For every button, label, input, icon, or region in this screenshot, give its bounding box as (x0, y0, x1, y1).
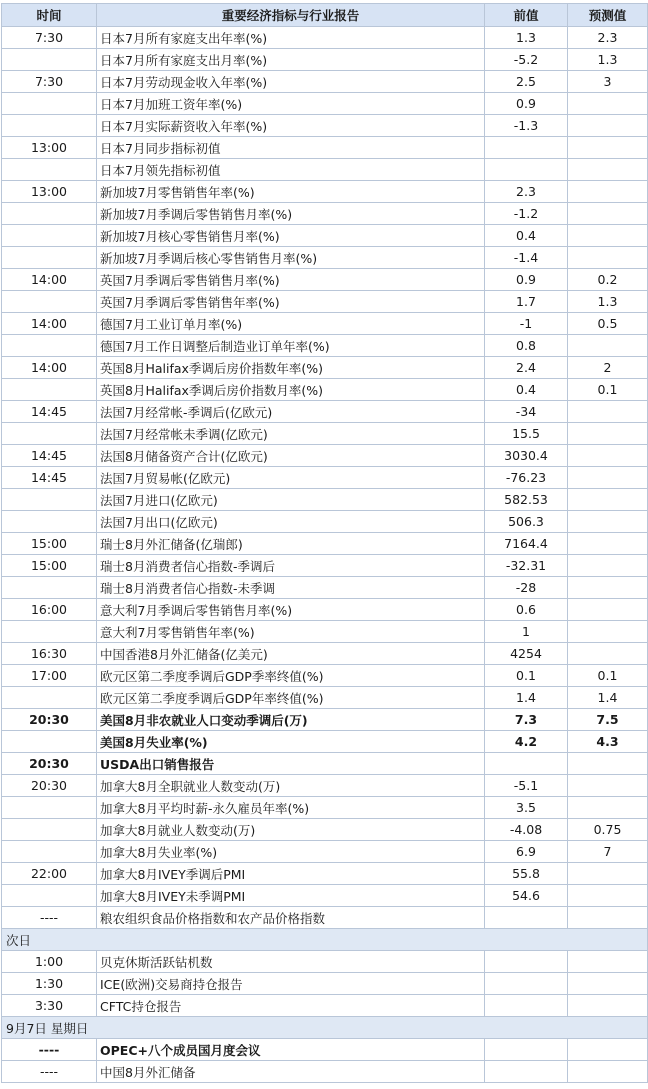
row-forecast (568, 621, 648, 643)
row-previous: 1.4 (485, 687, 568, 709)
row-forecast (568, 335, 648, 357)
row-forecast: 3 (568, 71, 648, 93)
table-row (2, 401, 648, 423)
row-time: 13:00 (2, 181, 97, 203)
row-time: 14:45 (2, 467, 97, 489)
header-previous: 前值 (485, 4, 568, 27)
row-forecast (568, 797, 648, 819)
row-forecast (568, 885, 648, 907)
row-forecast (568, 247, 648, 269)
table-row (2, 753, 648, 775)
row-time: 3:30 (2, 995, 97, 1017)
header-time: 时间 (2, 4, 97, 27)
row-indicator: 加拿大8月全职就业人数变动(万) (97, 775, 485, 797)
row-forecast (568, 511, 648, 533)
row-time (2, 291, 97, 313)
row-time (2, 511, 97, 533)
row-indicator: 瑞士8月外汇储备(亿瑞郎) (97, 533, 485, 555)
row-forecast (568, 995, 648, 1017)
row-indicator: 日本7月同步指标初值 (97, 137, 485, 159)
row-indicator: 美国8月非农就业人口变动季调后(万) (97, 709, 485, 731)
row-indicator: 欧元区第二季度季调后GDP年率终值(%) (97, 687, 485, 709)
row-previous: -1.4 (485, 247, 568, 269)
row-indicator: 中国8月外汇储备 (97, 1061, 485, 1083)
row-indicator: 法国7月进口(亿欧元) (97, 489, 485, 511)
row-time (2, 841, 97, 863)
row-indicator: 贝克休斯活跃钻机数 (97, 951, 485, 973)
row-time: 15:00 (2, 533, 97, 555)
row-previous: 6.9 (485, 841, 568, 863)
row-time: 16:30 (2, 643, 97, 665)
table-row (2, 687, 648, 709)
row-indicator: 法国8月储备资产合计(亿欧元) (97, 445, 485, 467)
table-row (2, 71, 648, 93)
row-forecast (568, 775, 648, 797)
row-time: 14:00 (2, 269, 97, 291)
section-header-row (2, 1017, 648, 1039)
table-row (2, 115, 648, 137)
row-indicator: 中国香港8月外汇储备(亿美元) (97, 643, 485, 665)
table-row (2, 775, 648, 797)
row-indicator: 法国7月出口(亿欧元) (97, 511, 485, 533)
table-row (2, 621, 648, 643)
row-previous: 15.5 (485, 423, 568, 445)
row-forecast (568, 181, 648, 203)
row-forecast (568, 423, 648, 445)
table-row (2, 269, 648, 291)
row-time (2, 225, 97, 247)
table-row (2, 907, 648, 929)
row-time: 1:00 (2, 951, 97, 973)
row-time: 15:00 (2, 555, 97, 577)
row-indicator: 日本7月实际薪资收入年率(%) (97, 115, 485, 137)
table-row (2, 819, 648, 841)
row-forecast: 7 (568, 841, 648, 863)
row-previous: 55.8 (485, 863, 568, 885)
row-forecast (568, 467, 648, 489)
table-row (2, 489, 648, 511)
row-indicator: 新加坡7月核心零售销售月率(%) (97, 225, 485, 247)
table-row (2, 731, 648, 753)
row-previous (485, 137, 568, 159)
row-previous: 4254 (485, 643, 568, 665)
row-indicator: 加拿大8月失业率(%) (97, 841, 485, 863)
row-previous: 7.3 (485, 709, 568, 731)
row-previous: -32.31 (485, 555, 568, 577)
table-row (2, 533, 648, 555)
table-row (2, 313, 648, 335)
row-time (2, 335, 97, 357)
row-indicator: 英国7月季调后零售销售月率(%) (97, 269, 485, 291)
row-time (2, 247, 97, 269)
row-forecast (568, 1039, 648, 1061)
row-previous: 0.9 (485, 269, 568, 291)
row-previous: 7164.4 (485, 533, 568, 555)
row-indicator: 新加坡7月季调后核心零售销售月率(%) (97, 247, 485, 269)
row-previous: 0.4 (485, 379, 568, 401)
row-forecast (568, 753, 648, 775)
row-previous (485, 973, 568, 995)
section-label: 次日 (2, 929, 648, 951)
table-row (2, 797, 648, 819)
row-time: 20:30 (2, 753, 97, 775)
section-label: 9月7日 星期日 (2, 1017, 648, 1039)
row-time: 7:30 (2, 27, 97, 49)
table-row (2, 951, 648, 973)
row-indicator: USDA出口销售报告 (97, 753, 485, 775)
row-previous: 1.3 (485, 27, 568, 49)
row-indicator: ICE(欧洲)交易商持仓报告 (97, 973, 485, 995)
row-time (2, 159, 97, 181)
row-indicator: 法国7月经常帐未季调(亿欧元) (97, 423, 485, 445)
row-time: 20:30 (2, 775, 97, 797)
row-previous: 0.4 (485, 225, 568, 247)
row-previous: 0.1 (485, 665, 568, 687)
row-forecast (568, 489, 648, 511)
row-indicator: 日本7月所有家庭支出年率(%) (97, 27, 485, 49)
table-row (2, 1061, 648, 1083)
row-previous: 54.6 (485, 885, 568, 907)
row-previous (485, 907, 568, 929)
row-indicator: 加拿大8月IVEY未季调PMI (97, 885, 485, 907)
row-time (2, 115, 97, 137)
table-row (2, 445, 648, 467)
table-row (2, 291, 648, 313)
table-row (2, 137, 648, 159)
row-time (2, 885, 97, 907)
row-time (2, 621, 97, 643)
row-time (2, 93, 97, 115)
row-previous (485, 951, 568, 973)
row-time: 13:00 (2, 137, 97, 159)
row-indicator: 加拿大8月IVEY季调后PMI (97, 863, 485, 885)
table-row (2, 841, 648, 863)
table-row (2, 379, 648, 401)
row-forecast (568, 555, 648, 577)
table-body (2, 27, 648, 1083)
table-row (2, 247, 648, 269)
table-row (2, 709, 648, 731)
row-previous (485, 159, 568, 181)
row-previous: 3.5 (485, 797, 568, 819)
table-row (2, 225, 648, 247)
section-header-row (2, 929, 648, 951)
row-forecast: 1.4 (568, 687, 648, 709)
row-forecast: 4.3 (568, 731, 648, 753)
row-indicator: 日本7月劳动现金收入年率(%) (97, 71, 485, 93)
row-time: 7:30 (2, 71, 97, 93)
row-indicator: 英国7月季调后零售销售年率(%) (97, 291, 485, 313)
row-time (2, 731, 97, 753)
row-time (2, 489, 97, 511)
row-forecast: 0.2 (568, 269, 648, 291)
row-forecast (568, 401, 648, 423)
row-time (2, 819, 97, 841)
row-previous: -5.2 (485, 49, 568, 71)
row-previous: -28 (485, 577, 568, 599)
row-previous: -34 (485, 401, 568, 423)
row-forecast (568, 599, 648, 621)
row-previous: -4.08 (485, 819, 568, 841)
row-forecast (568, 907, 648, 929)
table-row (2, 181, 648, 203)
table-row (2, 1039, 648, 1061)
table-row (2, 467, 648, 489)
table-row (2, 335, 648, 357)
row-indicator: 粮农组织食品价格指数和农产品价格指数 (97, 907, 485, 929)
header-indicator: 重要经济指标与行业报告 (97, 4, 485, 27)
row-previous: 2.4 (485, 357, 568, 379)
table-header-row (2, 4, 648, 27)
row-previous: 582.53 (485, 489, 568, 511)
row-indicator: 德国7月工作日调整后制造业订单年率(%) (97, 335, 485, 357)
row-previous: 2.5 (485, 71, 568, 93)
row-previous: 4.2 (485, 731, 568, 753)
row-forecast (568, 973, 648, 995)
table-row (2, 577, 648, 599)
row-indicator: 瑞士8月消费者信心指数-季调后 (97, 555, 485, 577)
row-forecast (568, 951, 648, 973)
row-previous: 1 (485, 621, 568, 643)
row-indicator: 新加坡7月零售销售年率(%) (97, 181, 485, 203)
table-row (2, 863, 648, 885)
row-indicator: 加拿大8月平均时薪-永久雇员年率(%) (97, 797, 485, 819)
table-row (2, 159, 648, 181)
row-time: 22:00 (2, 863, 97, 885)
row-indicator: 法国7月经常帐-季调后(亿欧元) (97, 401, 485, 423)
row-time (2, 577, 97, 599)
row-previous: 2.3 (485, 181, 568, 203)
row-forecast (568, 445, 648, 467)
row-time (2, 423, 97, 445)
row-time: ---- (2, 1061, 97, 1083)
row-time (2, 379, 97, 401)
table-row (2, 885, 648, 907)
row-time: 1:30 (2, 973, 97, 995)
row-previous: -5.1 (485, 775, 568, 797)
row-forecast: 0.5 (568, 313, 648, 335)
row-time: 16:00 (2, 599, 97, 621)
row-time: 14:45 (2, 401, 97, 423)
table-row (2, 665, 648, 687)
row-previous: -1 (485, 313, 568, 335)
row-forecast (568, 577, 648, 599)
row-previous: -1.2 (485, 203, 568, 225)
row-indicator: 法国7月贸易帐(亿欧元) (97, 467, 485, 489)
row-forecast: 2 (568, 357, 648, 379)
row-indicator: 意大利7月零售销售年率(%) (97, 621, 485, 643)
row-indicator: 英国8月Halifax季调后房价指数月率(%) (97, 379, 485, 401)
row-indicator: 日本7月领先指标初值 (97, 159, 485, 181)
table-row (2, 973, 648, 995)
row-time: ---- (2, 1039, 97, 1061)
row-forecast (568, 115, 648, 137)
row-indicator: 美国8月失业率(%) (97, 731, 485, 753)
row-previous: 0.8 (485, 335, 568, 357)
row-forecast (568, 863, 648, 885)
row-forecast: 0.1 (568, 379, 648, 401)
row-indicator: OPEC+八个成员国月度会议 (97, 1039, 485, 1061)
row-previous: 0.9 (485, 93, 568, 115)
row-forecast (568, 225, 648, 247)
row-time: 14:45 (2, 445, 97, 467)
row-indicator: 瑞士8月消费者信心指数-未季调 (97, 577, 485, 599)
row-time (2, 49, 97, 71)
row-previous (485, 1061, 568, 1083)
table-row (2, 423, 648, 445)
table-row (2, 93, 648, 115)
row-time: 17:00 (2, 665, 97, 687)
row-previous (485, 1039, 568, 1061)
row-indicator: 新加坡7月季调后零售销售月率(%) (97, 203, 485, 225)
row-forecast: 7.5 (568, 709, 648, 731)
row-forecast: 1.3 (568, 291, 648, 313)
row-indicator: 加拿大8月就业人数变动(万) (97, 819, 485, 841)
row-previous (485, 753, 568, 775)
table-row (2, 643, 648, 665)
row-previous: 1.7 (485, 291, 568, 313)
row-indicator: 日本7月所有家庭支出月率(%) (97, 49, 485, 71)
row-forecast: 2.3 (568, 27, 648, 49)
economic-calendar-table (1, 3, 648, 1083)
row-indicator: 德国7月工业订单月率(%) (97, 313, 485, 335)
row-forecast: 0.1 (568, 665, 648, 687)
row-previous: -76.23 (485, 467, 568, 489)
row-forecast: 1.3 (568, 49, 648, 71)
row-indicator: 意大利7月季调后零售销售月率(%) (97, 599, 485, 621)
table-row (2, 357, 648, 379)
row-time (2, 687, 97, 709)
row-time (2, 203, 97, 225)
table-row (2, 511, 648, 533)
row-indicator: 日本7月加班工资年率(%) (97, 93, 485, 115)
row-forecast (568, 93, 648, 115)
row-forecast (568, 533, 648, 555)
header-forecast: 预测值 (568, 4, 648, 27)
row-time: ---- (2, 907, 97, 929)
row-indicator: 欧元区第二季度季调后GDP季率终值(%) (97, 665, 485, 687)
table-row (2, 995, 648, 1017)
row-indicator: CFTC持仓报告 (97, 995, 485, 1017)
row-previous: 0.6 (485, 599, 568, 621)
row-forecast (568, 1061, 648, 1083)
table-row (2, 555, 648, 577)
row-forecast (568, 137, 648, 159)
row-time: 20:30 (2, 709, 97, 731)
row-previous: 3030.4 (485, 445, 568, 467)
row-forecast (568, 643, 648, 665)
row-forecast: 0.75 (568, 819, 648, 841)
table-row (2, 49, 648, 71)
row-previous: 506.3 (485, 511, 568, 533)
row-indicator: 英国8月Halifax季调后房价指数年率(%) (97, 357, 485, 379)
table-row (2, 203, 648, 225)
table-row (2, 599, 648, 621)
row-time: 14:00 (2, 357, 97, 379)
row-previous (485, 995, 568, 1017)
row-time (2, 797, 97, 819)
row-previous: -1.3 (485, 115, 568, 137)
table-row (2, 27, 648, 49)
row-forecast (568, 159, 648, 181)
row-time: 14:00 (2, 313, 97, 335)
row-forecast (568, 203, 648, 225)
